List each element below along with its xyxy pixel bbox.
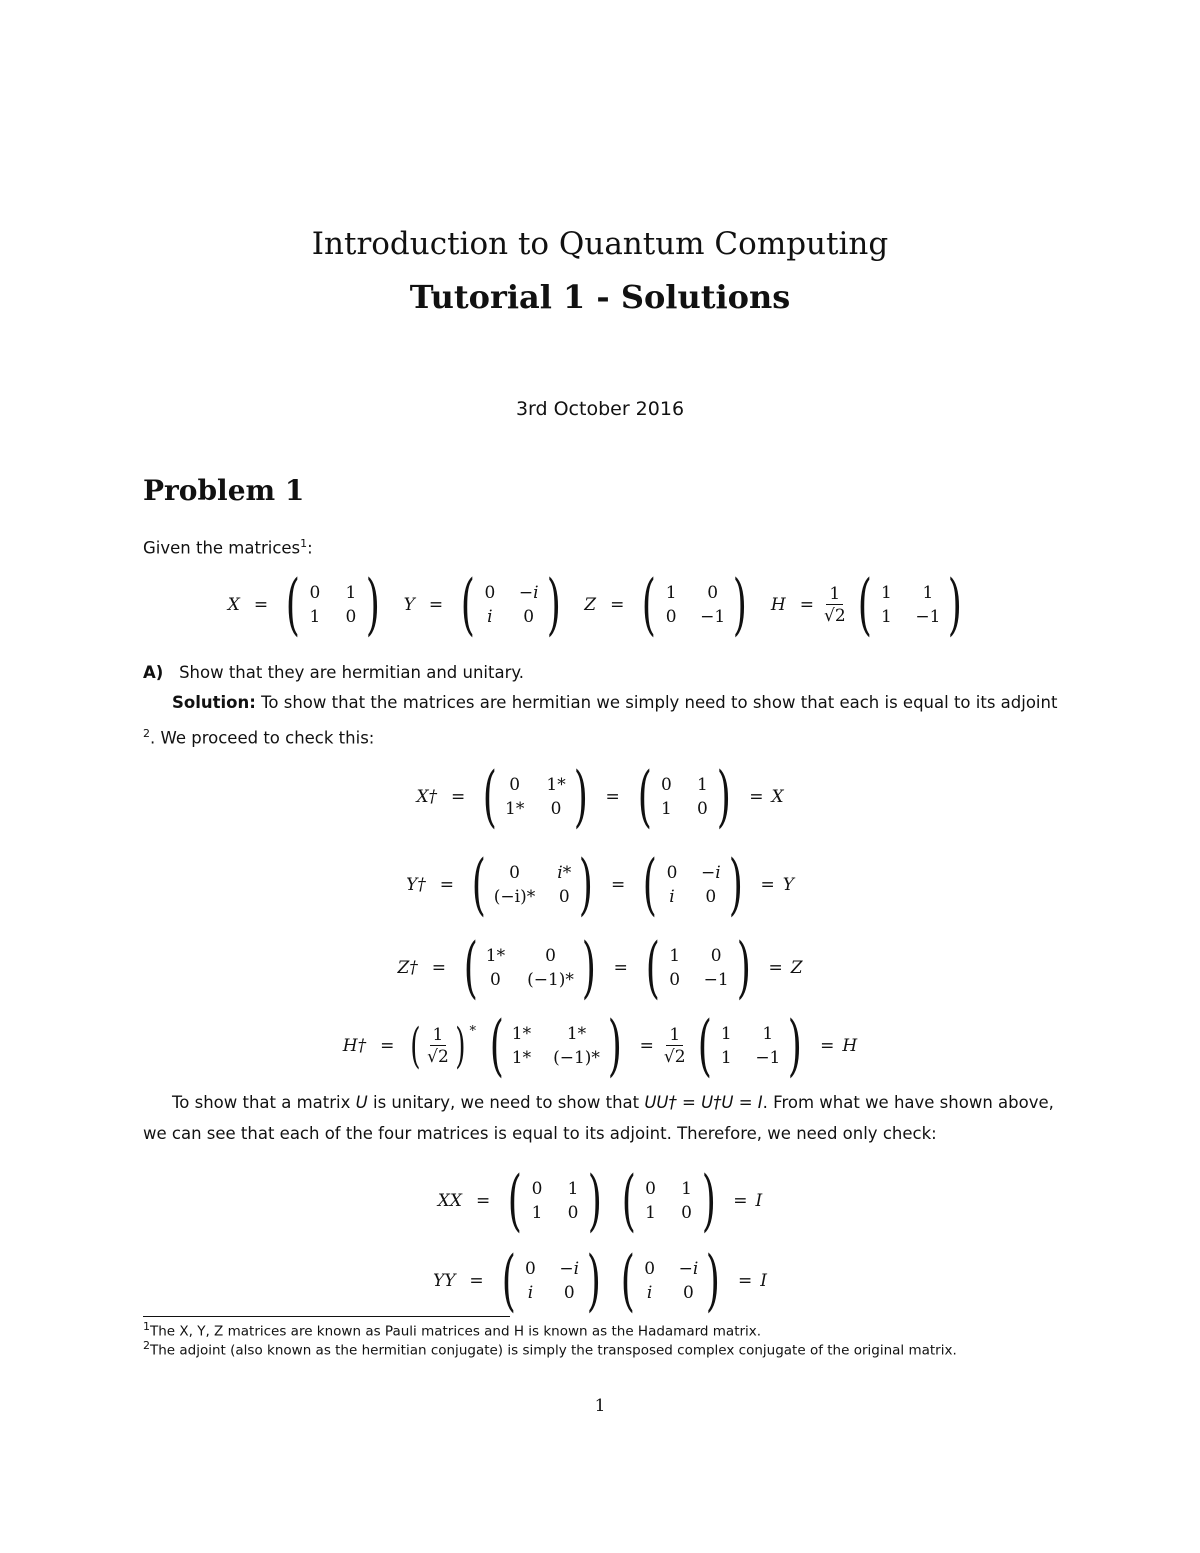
z-label: Z — [584, 595, 597, 615]
z-result: Z — [790, 958, 803, 978]
matrix-cell: 1 — [681, 1179, 692, 1199]
matrix-cell: 0 — [345, 607, 357, 627]
equals-sign: = — [820, 1036, 835, 1056]
x-label: X — [227, 595, 240, 615]
matrix-cell: 0 — [710, 946, 722, 966]
matrix-cell: 1* — [511, 1048, 532, 1068]
matrix-cell: 1 — [531, 1203, 543, 1223]
y-matrix: ( 0 −i i 0 ) — [620, 1242, 721, 1319]
fraction-numerator: 1 — [666, 1025, 683, 1046]
equals-sign: = — [380, 1036, 395, 1056]
unitary-variable: U — [355, 1093, 368, 1112]
page-number: 1 — [594, 1396, 606, 1416]
solution-label: Solution: — [172, 693, 256, 712]
given-matrices-equation — [0, 566, 1200, 643]
part-a — [143, 657, 1060, 688]
intro-colon: : — [307, 538, 313, 558]
matrix-cell: 0 — [523, 607, 535, 627]
unitary-equation: UU† = U†U = I — [644, 1093, 763, 1112]
matrix-cell: −i — [701, 863, 721, 883]
equals-sign: = — [733, 1191, 748, 1211]
unitary-paragraph — [143, 1087, 1060, 1149]
equals-sign: = — [610, 595, 625, 615]
footnote-text: The adjoint (also known as the hermitian conjugate) is simply the transposed complex conjugate of the original matrix. — [150, 1342, 957, 1359]
y-label: Y — [403, 595, 415, 615]
equals-sign: = — [749, 787, 764, 807]
matrix-y: ( 0 −i i 0 ) — [460, 566, 561, 643]
yy-product-equation — [0, 1242, 1200, 1319]
matrix-cell: 1 — [567, 1179, 579, 1199]
equals-sign: = — [760, 875, 775, 895]
document-date: 3rd October 2016 — [515, 398, 685, 420]
fraction-denominator: √2 — [427, 1046, 449, 1067]
h-coefficient — [664, 1025, 686, 1068]
solution-text-end: . We proceed to check this: — [150, 728, 375, 748]
matrix-cell: 0 — [563, 1283, 575, 1303]
footnote-text: The X, Y, Z matrices are known as Pauli matrices and H is known as the Hadamard matrix. — [150, 1323, 762, 1340]
matrix-cell: 0 — [683, 1283, 694, 1303]
matrix-h: ( 1 1 1 −1 ) — [857, 566, 963, 643]
matrix-cell: 0 — [661, 775, 672, 795]
x-dagger-label: X† — [416, 787, 438, 807]
matrix-cell: i — [646, 1283, 653, 1303]
equals-sign: = — [613, 958, 628, 978]
equals-sign: = — [253, 595, 269, 615]
matrix-z: ( 1 0 0 −1 ) — [642, 566, 748, 643]
x-adjoint-equation — [0, 758, 1200, 835]
matrix-cell: 1 — [665, 583, 677, 603]
matrix-cell: 1 — [645, 1203, 656, 1223]
y-adjoint-equation — [0, 846, 1200, 923]
course-title: Introduction to Quantum Computing — [311, 226, 889, 262]
matrix-cell: (−1)* — [553, 1048, 600, 1068]
matrix-cell: 1 — [720, 1024, 732, 1044]
equals-sign: = — [439, 875, 455, 895]
equals-sign: = — [428, 595, 444, 615]
h-coefficient — [824, 584, 846, 627]
matrix-cell: −1 — [755, 1048, 781, 1068]
matrix-cell: 0 — [645, 1179, 656, 1199]
equals-sign: = — [611, 875, 626, 895]
intro-paragraph — [143, 528, 1060, 564]
y-matrix: ( 0 −i i 0 ) — [643, 846, 743, 923]
matrix-cell: −1 — [915, 607, 941, 627]
matrix-cell: 0 — [681, 1203, 692, 1223]
x-matrix: ( 0 1 1 0 ) — [621, 1162, 716, 1239]
matrix-cell: (−i)* — [493, 887, 536, 907]
equals-sign: = — [605, 787, 620, 807]
part-a-label: A) — [143, 663, 164, 682]
matrix-cell: 0 — [705, 887, 717, 907]
conjugate-star: * — [469, 1024, 476, 1039]
xx-label: XX — [437, 1191, 462, 1211]
matrix-cell: 0 — [550, 799, 562, 819]
fraction-denominator: √2 — [824, 605, 846, 626]
z-adjoint-matrix: ( 1* 0 0 (−1)* ) — [463, 929, 596, 1006]
matrix-cell: 1 — [720, 1048, 732, 1068]
unitary-text-3: . From what we have shown above, we can see that each of the four matrices is equal to its adjoint. Therefore, we need only check: — [143, 1093, 1054, 1143]
matrix-cell: −i — [559, 1259, 580, 1279]
xx-product-equation — [0, 1162, 1200, 1239]
solution-paragraph — [143, 687, 1060, 754]
x-matrix: ( 0 1 1 0 ) — [637, 758, 732, 835]
matrix-x: ( 0 1 1 0 ) — [285, 566, 380, 643]
footnote-ref-1: 1 — [300, 537, 308, 550]
y-matrix: ( 0 −i i 0 ) — [501, 1242, 602, 1319]
h-result: H — [842, 1036, 858, 1056]
matrix-cell: −1 — [703, 970, 729, 990]
matrix-cell: 0 — [567, 1203, 579, 1223]
solution-text: To show that the matrices are hermitian we simply need to show that each is equal to its adjoint — [261, 693, 1058, 712]
part-a-text: Show that they are hermitian and unitary. — [179, 663, 525, 682]
y-dagger-label: Y† — [406, 875, 426, 895]
equals-sign: = — [431, 958, 447, 978]
matrix-cell: i — [527, 1283, 534, 1303]
footnote-1 — [143, 1320, 761, 1340]
matrix-cell: 0 — [644, 1259, 656, 1279]
matrix-cell: 0 — [484, 583, 496, 603]
matrix-cell: i — [487, 607, 493, 627]
z-matrix: ( 1 0 0 −1 ) — [645, 929, 751, 1006]
equals-sign: = — [768, 958, 783, 978]
h-label: H — [770, 595, 786, 615]
h-adjoint-matrix: ( 1* 1* 1* (−1)* ) — [489, 1007, 622, 1084]
footnote-ref-2: 2 — [143, 727, 150, 740]
matrix-cell: 0 — [669, 970, 681, 990]
matrix-cell: 0 — [309, 583, 321, 603]
matrix-cell: 1 — [880, 583, 892, 603]
fraction-numerator: 1 — [826, 584, 843, 605]
matrix-cell: 0 — [525, 1259, 536, 1279]
intro-text: Given the matrices — [143, 538, 301, 558]
footnote-mark: 1 — [143, 1320, 150, 1333]
matrix-cell: 1 — [661, 799, 672, 819]
matrix-cell: 1 — [762, 1024, 774, 1044]
identity-result: I — [755, 1191, 763, 1211]
matrix-cell: 0 — [545, 946, 556, 966]
matrix-cell: 1 — [922, 583, 934, 603]
matrix-cell: 0 — [707, 583, 719, 603]
matrix-cell: −1 — [700, 607, 726, 627]
h-adjoint-equation — [0, 1007, 1200, 1084]
unitary-text-1: To show that a matrix — [172, 1093, 351, 1112]
equals-sign: = — [639, 1036, 654, 1056]
matrix-cell: 0 — [665, 607, 677, 627]
equals-sign: = — [799, 595, 814, 615]
matrix-cell: 1* — [511, 1024, 532, 1044]
z-adjoint-equation — [0, 929, 1200, 1006]
fraction-numerator: 1 — [430, 1025, 447, 1046]
equals-sign: = — [738, 1271, 753, 1291]
matrix-cell: 1 — [697, 775, 708, 795]
unitary-text-2: is unitary, we need to show that — [372, 1093, 640, 1112]
equals-sign: = — [451, 787, 466, 807]
matrix-cell: 0 — [531, 1179, 543, 1199]
matrix-cell: 0 — [666, 863, 678, 883]
matrix-cell: −i — [518, 583, 539, 603]
matrix-cell: 0 — [558, 887, 570, 907]
matrix-cell: 1 — [880, 607, 892, 627]
matrix-cell: 0 — [509, 775, 521, 795]
matrix-cell: 0 — [490, 970, 501, 990]
footnote-mark: 2 — [143, 1339, 150, 1352]
matrix-cell: 1* — [505, 799, 525, 819]
matrix-cell: 1* — [566, 1024, 587, 1044]
tutorial-title: Tutorial 1 - Solutions — [409, 278, 791, 316]
matrix-cell: 0 — [509, 863, 520, 883]
x-matrix: ( 0 1 1 0 ) — [508, 1162, 602, 1239]
matrix-cell: (−1)* — [527, 970, 574, 990]
x-result: X — [771, 787, 784, 807]
x-adjoint-matrix: ( 0 1* 1* 0 ) — [483, 758, 588, 835]
matrix-cell: 1* — [485, 946, 506, 966]
equals-sign: = — [476, 1191, 491, 1211]
matrix-cell: 0 — [697, 799, 708, 819]
h-matrix: ( 1 1 1 −1 ) — [697, 1007, 803, 1084]
matrix-cell: −i — [678, 1259, 699, 1279]
matrix-cell: 1 — [345, 583, 357, 603]
h-coefficient-conjugate: ( $\frac{1}{√2}$ ) * — [410, 1018, 476, 1074]
matrix-cell: 1* — [546, 775, 566, 795]
z-dagger-label: Z† — [397, 958, 418, 978]
footnote-rule — [143, 1316, 510, 1317]
yy-label: YY — [432, 1271, 456, 1291]
matrix-cell: i* — [557, 863, 572, 883]
y-result: Y — [782, 875, 794, 895]
matrix-cell: 1 — [309, 607, 321, 627]
equals-sign: = — [469, 1271, 484, 1291]
matrix-cell: i — [669, 887, 675, 907]
h-dagger-label: H† — [342, 1036, 367, 1056]
identity-result: I — [760, 1271, 768, 1291]
problem-heading: Problem 1 — [143, 474, 305, 507]
footnote-2 — [143, 1339, 957, 1359]
y-adjoint-matrix: ( 0 i* (−i)* 0 ) — [471, 846, 594, 923]
fraction-denominator: √2 — [663, 1046, 686, 1067]
matrix-cell: 1 — [669, 946, 681, 966]
